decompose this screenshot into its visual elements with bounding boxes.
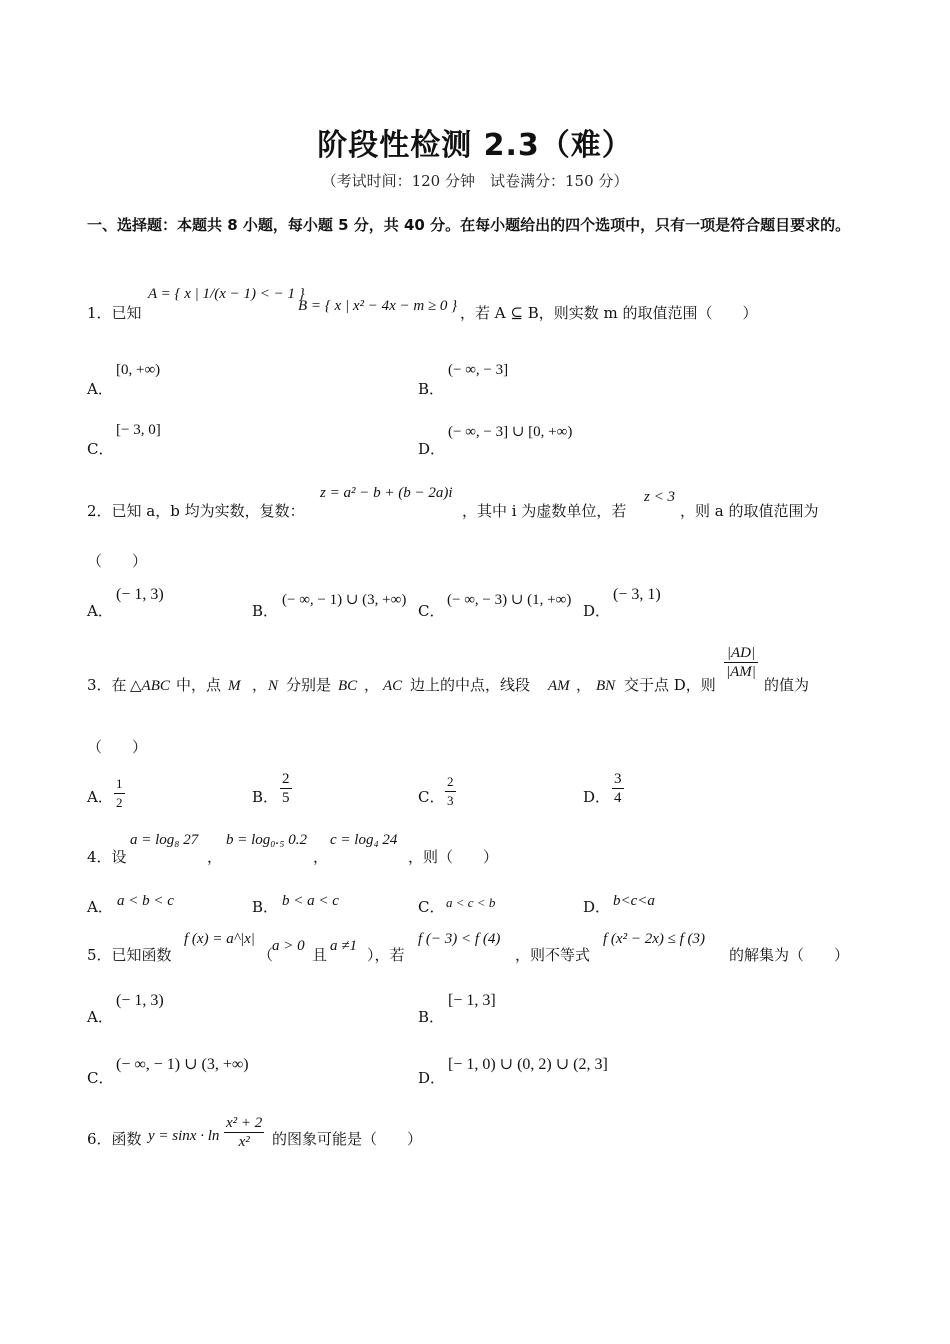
q3-ratio: [724, 644, 758, 681]
q3-text-1: 中，点: [176, 676, 222, 694]
q5-option-d-label: D．: [418, 1069, 446, 1087]
q5-text-1: ），若: [367, 946, 405, 964]
q4-comma-2: ，: [313, 848, 329, 866]
q3-option-a-label: A．: [87, 788, 113, 806]
q1-set-a: A = { x | 1/(x − 1) < − 1 }: [148, 286, 305, 302]
q3-comma-1: ，: [252, 676, 268, 694]
q5-option-c: (− ∞, − 1) ∪ (3, +∞): [116, 1056, 249, 1073]
q5-and: 且: [312, 946, 328, 964]
q5-option-c-label: C．: [87, 1069, 114, 1087]
q3-side-ac: AC: [383, 678, 403, 694]
q3-option-b: $\frac{2}{5}$: [282, 771, 290, 806]
q6-fraction-num: x² + 2: [226, 1115, 263, 1131]
q4-comma-1: ，: [207, 848, 223, 866]
q3-text-5: 的值为: [764, 676, 810, 694]
q6-tail: 的图象可能是（ ）: [272, 1130, 423, 1148]
q3-option-a: $\frac{1}{2}$: [116, 776, 123, 810]
q4-option-c: a < c < b: [446, 895, 496, 910]
q5-option-d: [− 1, 0) ∪ (0, 2) ∪ (2, 3]: [448, 1056, 608, 1073]
q4-option-a: a < b < c: [117, 893, 174, 909]
q2-option-a: (− 1, 3): [116, 586, 164, 603]
q5-option-b-label: B．: [418, 1008, 445, 1026]
q5-option-a: (− 1, 3): [116, 992, 164, 1009]
q5-stem: 5．已知函数: [87, 946, 172, 964]
q5-cond-b: a ≠1: [330, 938, 357, 954]
q6-stem: 6．函数: [87, 1130, 142, 1148]
q3-text-4: 交于点 D，则: [624, 676, 716, 694]
q3-stem: 3．在: [87, 676, 127, 694]
q1-stem: [87, 302, 142, 323]
q3-comma-2: ，: [364, 676, 380, 694]
q3-ratio-den: |AM|: [726, 664, 756, 680]
q4-option-a-label: A．: [87, 898, 113, 916]
q1-option-a-label: A．: [87, 380, 113, 398]
q3-point-n: N: [268, 678, 279, 694]
q3-point-m: M: [228, 678, 241, 694]
q5-inequality: f (− 3) < f (4): [418, 931, 501, 947]
q5-cond-a: a > 0: [272, 938, 305, 954]
q6-function: y = sinx · ln: [148, 1128, 220, 1144]
q2-stem: 2．已知 a，b 均为实数，复数：: [87, 502, 305, 520]
q3-option-d: $\frac{3}{4}$: [614, 771, 622, 806]
q1-option-c: [− 3, 0]: [116, 422, 161, 438]
q3-comma-3: ，: [576, 676, 592, 694]
q3-option-c-label: C．: [418, 788, 445, 806]
q1-option-b: (− ∞, − 3]: [448, 362, 509, 378]
q4-value-b: b = log₀.₅ 0.2: [226, 832, 307, 848]
q3-option-b-label: B．: [252, 788, 279, 806]
q3-text-3: 边上的中点，线段: [410, 676, 531, 694]
q1-set-b: B = { x | x² − 4x − m ≥ 0 }: [298, 298, 458, 314]
q3-triangle: △ABC: [130, 678, 170, 694]
q3-paren: （ ）: [87, 738, 148, 756]
q3-option-c: $\frac{2}{3}$: [447, 774, 454, 808]
q5-option-b: [− 1, 3]: [448, 992, 496, 1009]
section-heading: 一、选择题：本题共 8 小题，每小题 5 分，共 40 分。在每小题给出的四个选项中，只有一项是符合题目要求的。: [87, 216, 851, 234]
q2-option-d-label: D．: [583, 602, 611, 620]
q2-option-b: (− ∞, − 1) ∪ (3, +∞): [282, 592, 407, 608]
q6-fraction: [224, 1114, 264, 1151]
q4-option-b: b < a < c: [282, 893, 339, 909]
q4-tail: ，则（ ）: [408, 848, 499, 866]
exam-info: （考试时间：120 分钟 试卷满分：150 分）: [321, 172, 629, 190]
q2-option-a-label: A．: [87, 602, 113, 620]
q3-side-bc: BC: [338, 678, 358, 694]
q1-option-a: [0, +∞): [116, 362, 161, 378]
q3-ratio-num: |AD|: [724, 644, 758, 663]
q1-option-c-label: C．: [87, 440, 114, 458]
q4-value-a: a = log₈ 27: [130, 832, 199, 848]
q1-option-d-label: D．: [418, 440, 446, 458]
q2-mid: ，其中 i 为虚数单位，若: [462, 502, 627, 520]
q5-inequality-2: f (x² − 2x) ≤ f (3): [603, 931, 705, 947]
q4-option-c-label: C．: [418, 898, 445, 916]
q5-paren-open: （: [258, 946, 274, 964]
q2-complex-z: z = a² − b + (b − 2a)i: [320, 485, 453, 501]
q2-option-b-label: B．: [252, 602, 279, 620]
q4-value-c: c = log₄ 24: [330, 832, 398, 848]
q1-option-d: (− ∞, − 3] ∪ [0, +∞): [448, 424, 573, 440]
q4-stem: 4．设: [87, 848, 127, 866]
q2-option-c: (− ∞, − 3) ∪ (1, +∞): [447, 592, 572, 608]
q3-segment-am: AM: [548, 678, 570, 694]
q2-option-d: (− 3, 1): [613, 586, 661, 603]
q5-function: f (x) = a^|x|: [184, 931, 255, 947]
q3-text-2: 分别是: [286, 676, 332, 694]
q3-option-d-label: D．: [583, 788, 611, 806]
q3-segment-bn: BN: [596, 678, 616, 694]
q2-paren: （ ）: [87, 552, 148, 570]
q5-text-3: 的解集为（ ）: [729, 946, 850, 964]
q1-number: 1．已知: [87, 304, 142, 322]
q5-text-2: ，则不等式: [515, 946, 591, 964]
q1-option-b-label: B．: [418, 380, 445, 398]
q6-fraction-den: x²: [238, 1134, 250, 1150]
q2-option-c-label: C．: [418, 602, 445, 620]
q4-option-d: b<c<a: [613, 893, 655, 909]
q4-option-d-label: D．: [583, 898, 611, 916]
q2-tail: ，则 a 的取值范围为: [680, 502, 819, 520]
q2-condition: z < 3: [644, 489, 675, 505]
page-title: 阶段性检测 2.3（难）: [317, 128, 633, 163]
q1-tail: ，若 A ⊆ B，则实数 m 的取值范围（ ）: [460, 304, 758, 322]
q4-option-b-label: B．: [252, 898, 279, 916]
q5-option-a-label: A．: [87, 1008, 113, 1026]
